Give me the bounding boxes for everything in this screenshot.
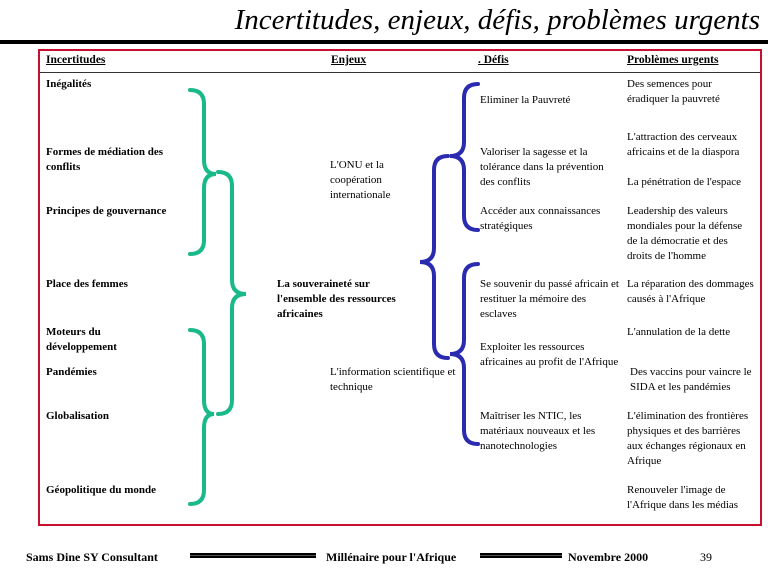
defi-item: Valoriser la sagesse et la tolérance dans la prévention des conflits	[480, 146, 604, 188]
header-incertitudes: Incertitudes	[46, 54, 106, 66]
blue-brace-upper	[450, 84, 478, 230]
header-problemes: Problèmes urgents	[627, 54, 719, 66]
defi-item: Eliminer la Pauvreté	[480, 94, 571, 106]
slide-title: Incertitudes, enjeux, défis, problèmes urgents	[234, 4, 760, 36]
incertitude-item: Globalisation	[46, 410, 109, 422]
defi-item: Exploiter les ressources africaines au profit de l'Afrique	[480, 341, 619, 368]
incertitude-item: Principes de gouvernance	[46, 205, 167, 217]
green-brace-upper	[190, 90, 216, 254]
enjeu-souverainete: La souveraineté sur l'ensemble des ressources africaines	[277, 278, 396, 320]
incertitude-item: Moteurs du développement	[46, 326, 117, 353]
footer-date: Novembre 2000	[568, 550, 649, 564]
defi-item: Maîtriser les NTIC, les matériaux nouveaux et les nanotechnologies	[480, 410, 596, 452]
probleme-item: La pénétration de l'espace	[627, 176, 742, 188]
probleme-item: La réparation des dommages causés à l'Afrique	[627, 278, 754, 305]
incertitude-item: Place des femmes	[46, 278, 128, 290]
enjeu-onu: L'ONU et la coopération internationale	[330, 159, 391, 201]
probleme-item: L'attraction des cerveaux africains et de la diaspora	[627, 131, 740, 158]
enjeu-information: L'information scientifique et technique	[330, 366, 456, 393]
blue-brace-outer	[420, 156, 448, 358]
footer-bar-left	[190, 553, 316, 558]
header-defis: . Défis	[478, 54, 509, 66]
footer-bar-right	[480, 553, 562, 558]
header-enjeux: Enjeux	[331, 54, 367, 66]
probleme-item: L'élimination des frontières physiques et des barrières aux échanges régionaux en Afrique	[627, 410, 749, 467]
defi-item: Accéder aux connaissances stratégiques	[480, 205, 601, 232]
page-number: 39	[700, 550, 712, 564]
incertitude-item: Inégalités	[46, 78, 92, 90]
probleme-item: Renouveler l'image de l'Afrique dans les médias	[627, 484, 739, 511]
probleme-item: Des vaccins pour vaincre le SIDA et les pandémies	[630, 366, 752, 393]
incertitude-item: Pandémies	[46, 366, 97, 378]
footer-author: Sams Dine SY Consultant	[26, 550, 158, 564]
blue-brace-lower	[450, 264, 478, 444]
incertitude-item: Géopolitique du monde	[46, 484, 157, 496]
footer-center: Millénaire pour l'Afrique	[326, 550, 457, 564]
probleme-item: Leadership des valeurs mondiales pour la défense de la démocratie et des droits de l'homme	[627, 205, 743, 262]
probleme-item: L'annulation de la dette	[627, 326, 731, 338]
incertitude-item: Formes de médiation des conflits	[46, 146, 164, 173]
defi-item: Se souvenir du passé africain et restituer la mémoire des esclaves	[480, 278, 619, 320]
green-brace-lower	[190, 330, 214, 504]
probleme-item: Des semences pour éradiquer la pauvreté	[627, 78, 720, 105]
green-brace-outer	[218, 172, 246, 414]
